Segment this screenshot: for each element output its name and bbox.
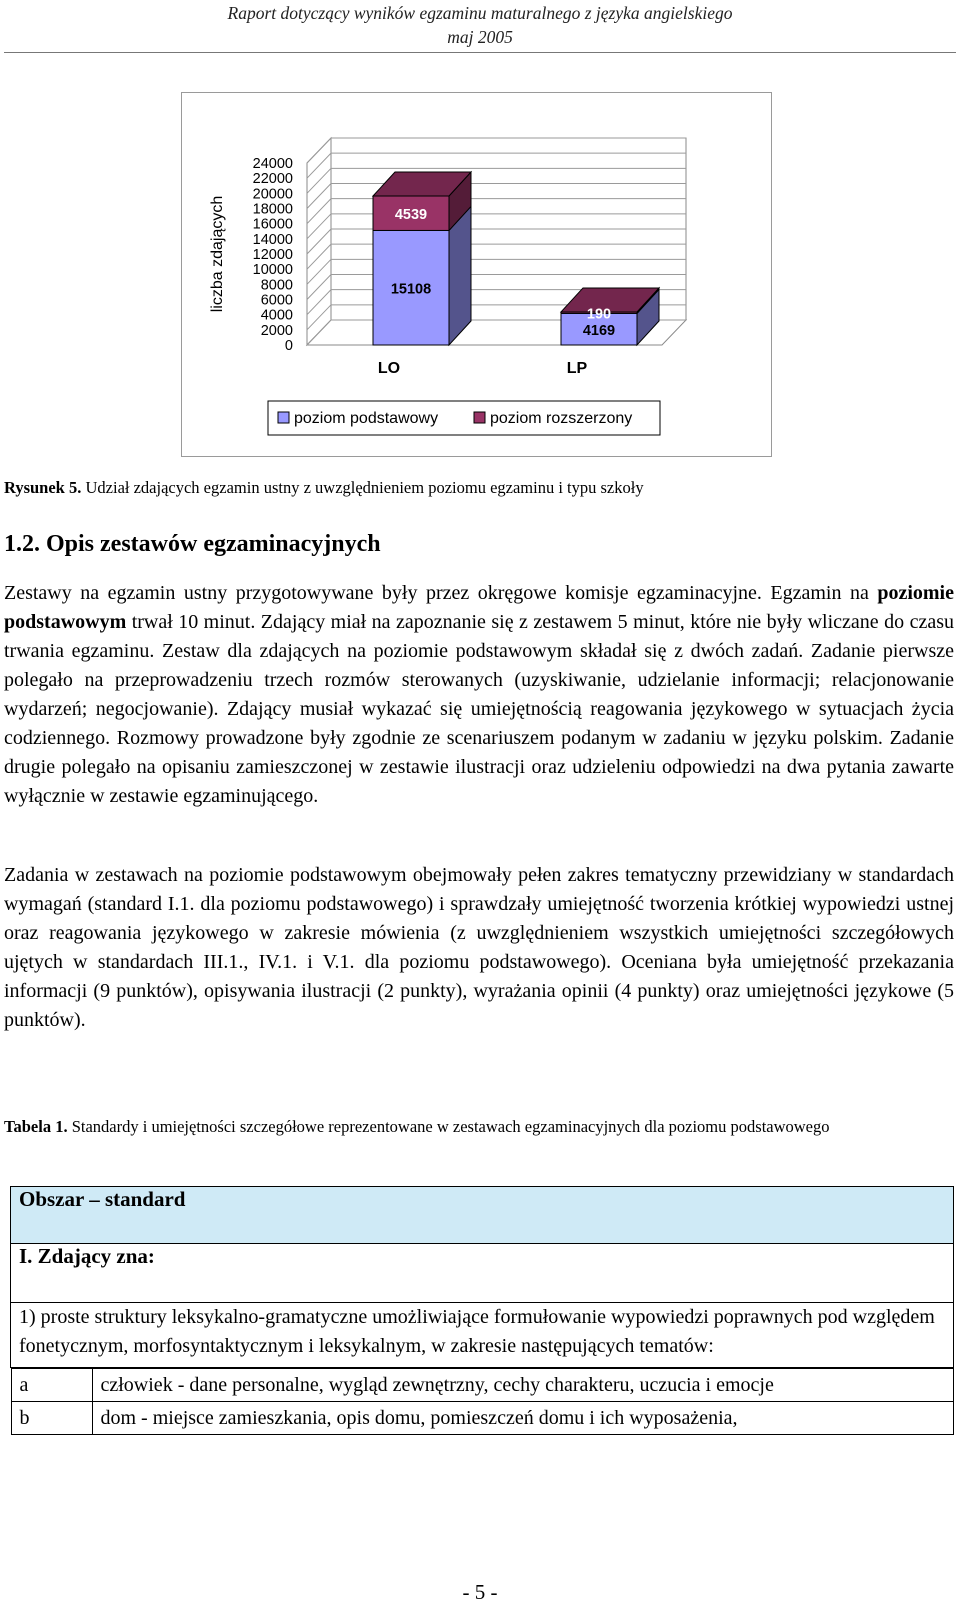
table-caption-label: Tabela 1. <box>4 1117 68 1136</box>
header-title: Raport dotyczący wyników egzaminu maturalnego z języka angielskiego <box>227 3 733 23</box>
y-tick-label: 2000 <box>260 322 293 339</box>
standards-table <box>10 1186 954 1435</box>
table-item-row <box>11 1303 954 1368</box>
y-tick-label: 16000 <box>252 216 293 233</box>
table-header-row <box>11 1187 954 1244</box>
data-label: 4169 <box>582 323 616 340</box>
y-tick-label: 4000 <box>260 307 293 324</box>
subitem-row <box>11 1402 953 1435</box>
table-caption-text: Standardy i umiejętności szczegółowe reprezentowane w zestawach egzaminacyjnych dla poziomu podstawowego <box>67 1117 830 1136</box>
page-number: - 5 - <box>462 1580 498 1604</box>
paragraph-1-part-c: trwał 10 minut. Zdający miał na zapoznanie się z zestawem 5 minut, które nie były wliczane do czasu trwania egzaminu. Zestaw dla zdających na poziomie podstawowym składał się z dwóch zadań. Zadanie pierwsze polegało na przeprowadzeniu trzech rozmów sterowanych (uzyskiwanie, udzielanie informacji; relacjonowanie wydarzeń; negocjowanie). Zdający musiał wykazać się umiejętnością reagowania językowego w sytuacjach życia codziennego. Rozmowy prowadzone były zgodnie ze scenariuszem podanym w zadaniu w języku polskim. Zadanie drugie polegało na opisaniu zamieszczonej w zestawie ilustracji oraz udzieleniu odpowiedzi na dwa pytania zawarte wyłącznie w zestawie egzaminującego. <box>4 611 954 807</box>
data-label: 15108 <box>390 281 432 298</box>
y-axis-label: liczba zdających <box>209 195 226 313</box>
paragraph-1-part-a: Zestawy na egzamin ustny przygotowywane były przez okręgowe komisje egzaminacyjne. Egzamin na <box>4 582 878 604</box>
y-tick-label: 0 <box>284 338 293 354</box>
legend-label: poziom podstawowy <box>294 410 439 427</box>
subitem-text: człowiek - dane personalne, wygląd zewnętrzny, cechy charakteru, uczucia i emocje <box>92 1369 953 1402</box>
table-subitems-row <box>11 1368 954 1436</box>
category-label: LO <box>377 360 401 377</box>
header-divider <box>4 52 956 53</box>
figure-caption-text: Udział zdających egzamin ustny z uwzględnieniem poziomu egzaminu i typu szkoły <box>81 478 644 497</box>
data-label: 4539 <box>394 207 428 224</box>
table-header-cell: Obszar – standard <box>11 1187 954 1244</box>
subitem-row <box>11 1369 953 1402</box>
subitem-letter: b <box>11 1402 92 1435</box>
y-tick-label: 8000 <box>260 277 293 294</box>
data-label: 190 <box>586 306 612 323</box>
y-tick-label: 14000 <box>252 231 293 248</box>
legend-swatch <box>474 412 485 423</box>
figure-caption-label: Rysunek 5. <box>4 478 82 497</box>
y-tick-label: 24000 <box>252 156 293 172</box>
stacked-bar-chart <box>182 93 771 456</box>
y-tick-label: 22000 <box>252 171 293 188</box>
y-tick-label: 10000 <box>252 262 293 279</box>
figure-caption <box>4 478 644 498</box>
subitem-letter: a <box>11 1369 92 1402</box>
table-subitems-cell <box>11 1368 954 1436</box>
legend-swatch <box>278 412 289 423</box>
table-item-text: 1) proste struktury leksykalno-gramatyczne umożliwiające formułowanie wypowiedzi poprawnych pod względem fonetycznym, morfosyntaktycznym i leksykalnym, w zakresie następujących tematów: <box>19 1306 935 1357</box>
subitems-table <box>11 1368 954 1435</box>
paragraph-1-bold: poziomie podstawowym <box>4 582 954 633</box>
header-date: maj 2005 <box>447 27 513 47</box>
paragraph-2: Zadania w zestawach na poziomie podstawowym obejmowały pełen zakres tematyczny przewidziany w standardach wymagań (standard I.1. dla poziomu podstawowego) i sprawdzały umiejętność tworzenia krótkiej wypowiedzi ustnej oraz reagowania językowego w zakresie mówienia (z uwzględnieniem wszystkich umiejętności szczegółowych ujętych w standardach III.1., IV.1. i V.1. dla poziomu podstawowego). Oceniana była umiejętność przekazania informacji (9 punktów), opisywania ilustracji (2 punkty), wyrażania opinii (4 punkty) oraz umiejętności językowe (5 punktów). <box>4 864 954 1031</box>
legend-label: poziom rozszerzony <box>490 410 633 427</box>
y-tick-label: 6000 <box>260 292 293 309</box>
table-section-row <box>11 1244 954 1303</box>
chart-figure <box>181 92 772 457</box>
table-item-cell <box>11 1303 954 1368</box>
paragraph-1 <box>4 579 954 811</box>
y-tick-label: 12000 <box>252 247 293 263</box>
subitem-text: dom - miejsce zamieszkania, opis domu, pomieszczeń domu i ich wyposażenia, <box>92 1402 953 1435</box>
section-title: 1.2. Opis zestawów egzaminacyjnych <box>4 531 381 557</box>
y-tick-label: 18000 <box>252 201 293 218</box>
page-header <box>0 0 960 49</box>
table-caption <box>4 1115 954 1139</box>
table-section-cell: I. Zdający zna: <box>11 1244 954 1303</box>
y-tick-label: 20000 <box>252 186 293 203</box>
category-label: LP <box>566 360 588 377</box>
